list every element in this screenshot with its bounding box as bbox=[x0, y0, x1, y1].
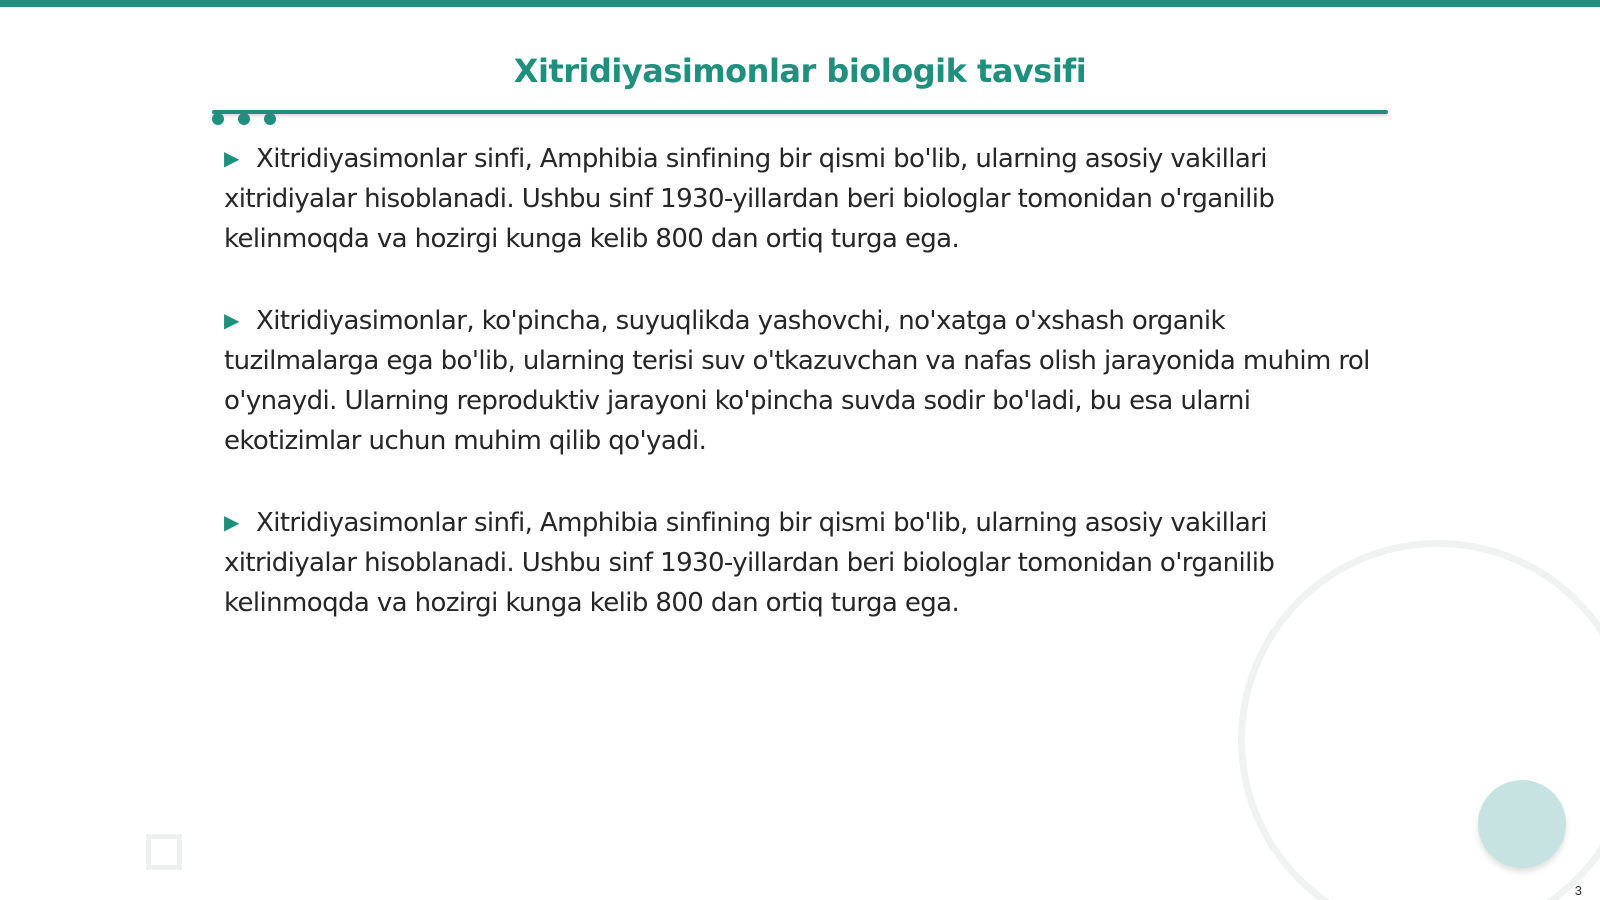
bullet-paragraph bbox=[224, 300, 1384, 461]
title-underline bbox=[212, 110, 1388, 114]
bullet-text: Xitridiyasimonlar sinfi, Amphibia sinfining bir qismi bo'lib, ularning asosiy vakillari xitridiyalar hisoblanadi. Ushbu sinf 1930-yillardan beri biologlar tomonidan o'rganilib kelinmoqda va hozirgi kunga kelib 800 dan ortiq turga ega. bbox=[224, 144, 1275, 254]
slide-title: Xitridiyasimonlar biologik tavsifi bbox=[513, 52, 1087, 90]
bullet-text: Xitridiyasimonlar sinfi, Amphibia sinfining bir qismi bo'lib, ularning asosiy vakillari xitridiyalar hisoblanadi. Ushbu sinf 1930-yillardan beri biologlar tomonidan o'rganilib kelinmoqda va hozirgi kunga kelib 800 dan ortiq turga ega. bbox=[224, 508, 1275, 618]
decorative-square bbox=[146, 834, 182, 870]
bullet-paragraph bbox=[224, 138, 1384, 259]
decorative-dot bbox=[238, 113, 250, 125]
top-accent-bar bbox=[0, 0, 1600, 7]
page-number: 3 bbox=[1574, 883, 1582, 898]
bullet-paragraph bbox=[224, 502, 1384, 623]
triangle-bullet-icon: ▶ bbox=[224, 510, 240, 534]
triangle-bullet-icon: ▶ bbox=[224, 308, 240, 332]
triangle-bullet-icon: ▶ bbox=[224, 146, 240, 170]
decorative-dot bbox=[212, 113, 224, 125]
bullet-text: Xitridiyasimonlar, ko'pincha, suyuqlikda yashovchi, no'xatga o'xshash organik tuzilmalarga ega bo'lib, ularning terisi suv o'tkazuvchan va nafas olish jarayonida muhim rol o'ynaydi. Ularning reproduktiv jarayoni ko'pincha suvda sodir bo'ladi, bu esa ularni ekotizimlar uchun muhim qilib qo'yadi. bbox=[224, 306, 1370, 456]
decorative-circle bbox=[1478, 780, 1566, 868]
bullet-list bbox=[224, 138, 1384, 664]
decorative-dot bbox=[264, 113, 276, 125]
